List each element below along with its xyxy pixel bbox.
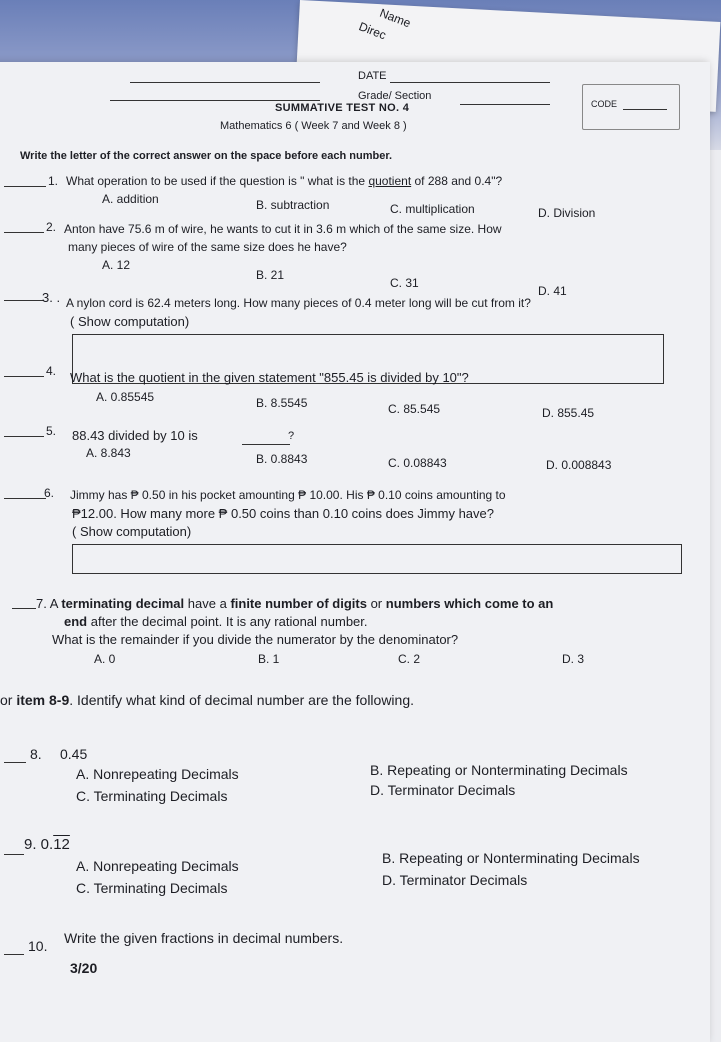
q1-choice-d: D. Division <box>538 206 596 220</box>
q1-choice-c: C. multiplication <box>390 202 475 216</box>
q8-choice-c: C. Terminating Decimals <box>76 788 228 804</box>
code-box <box>582 84 680 130</box>
q4-choice-c: C. 85.545 <box>388 402 441 416</box>
q6-number: 6. <box>44 486 55 500</box>
items-8-9-instruction: or item 8-9. Identify what kind of decimal number are the following. <box>0 692 415 708</box>
q4-choice-b: B. 8.5545 <box>256 396 308 410</box>
q1-number: 1. <box>48 174 59 188</box>
q2-number: 2. <box>46 220 57 234</box>
answer-blank-2[interactable] <box>4 232 44 233</box>
q6-computation-box[interactable] <box>72 544 682 574</box>
q10-number: 10. <box>28 938 48 954</box>
answer-blank-9[interactable] <box>4 854 24 855</box>
date-line <box>390 82 550 83</box>
q5-text: 88.43 divided by 10 is <box>72 428 198 443</box>
answer-blank-5[interactable] <box>4 436 44 437</box>
q9-choice-c: C. Terminating Decimals <box>76 880 228 896</box>
q5-choice-c: C. 0.08843 <box>388 456 447 470</box>
q8-value: 0.45 <box>60 746 88 762</box>
q3-line2: ( Show computation) <box>70 314 190 329</box>
test-title: SUMMATIVE TEST NO. 4 <box>275 102 410 114</box>
q7-choice-c: C. 2 <box>398 652 421 666</box>
answer-blank-1[interactable] <box>4 186 46 187</box>
q1-choice-a: A. addition <box>102 192 159 206</box>
q9-choice-b: B. Repeating or Nonterminating Decimals <box>382 850 640 866</box>
q2-choice-d: D. 41 <box>538 284 567 298</box>
answer-blank-8[interactable] <box>4 762 26 763</box>
q7-line1: 7. A terminating decimal have a finite number of digits or numbers which come to an <box>36 596 554 611</box>
q2-choice-b: B. 21 <box>256 268 285 282</box>
header-line-1 <box>130 82 320 83</box>
q8-choice-b: B. Repeating or Nonterminating Decimals <box>370 762 628 778</box>
q8-choice-a: A. Nonrepeating Decimals <box>76 766 239 782</box>
q7-choice-a: A. 0 <box>94 652 116 666</box>
grade-section-line <box>460 104 550 105</box>
q5-blank <box>242 444 290 445</box>
answer-blank-7[interactable] <box>12 608 36 609</box>
answer-blank-4[interactable] <box>4 376 44 377</box>
q2-choice-a: A. 12 <box>102 258 131 272</box>
q2-line1: Anton have 75.6 m of wire, he wants to cut it in 3.6 m which of the same size. How <box>64 222 502 236</box>
q5-number: 5. <box>46 424 57 438</box>
q3-line1: A nylon cord is 62.4 meters long. How many pieces of 0.4 meter long will be cut from it? <box>66 296 531 310</box>
code-label: CODE <box>591 99 618 109</box>
directions: Write the letter of the correct answer on the space before each number. <box>20 150 393 162</box>
q9-number: 9. 0.12 <box>24 836 70 853</box>
test-sheet <box>0 62 710 1042</box>
answer-blank-3[interactable] <box>4 300 44 301</box>
header-line-2 <box>110 100 320 101</box>
date-label: DATE <box>358 70 387 82</box>
q9-repeating-digits: 12 <box>53 836 70 853</box>
q1-text: What operation to be used if the question is " what is the quotient of 288 and 0.4"? <box>66 174 503 188</box>
subject-line: Mathematics 6 ( Week 7 and Week 8 ) <box>220 120 407 132</box>
q1-choice-b: B. subtraction <box>256 198 330 212</box>
grade-section-label: Grade/ Section <box>358 90 432 102</box>
q5-choice-b: B. 0.8843 <box>256 452 308 466</box>
q10-text: Write the given fractions in decimal numbers. <box>64 930 344 946</box>
q4-choice-a: A. 0.85545 <box>96 390 155 404</box>
q3-number: 3. . <box>42 290 61 305</box>
q7-choice-b: B. 1 <box>258 652 280 666</box>
q4-choice-d: D. 855.45 <box>542 406 595 420</box>
q5-choice-a: A. 8.843 <box>86 446 131 460</box>
q4-number: 4. <box>46 364 57 378</box>
q2-line2: many pieces of wire of the same size does he have? <box>68 240 347 254</box>
answer-blank-6[interactable] <box>4 498 46 499</box>
background-paper-text-direc: Direc <box>356 19 389 43</box>
q8-choice-d: D. Terminator Decimals <box>370 782 516 798</box>
q10-fraction: 3/20 <box>70 960 98 976</box>
q7-choice-d: D. 3 <box>562 652 585 666</box>
q8-number: 8. <box>30 746 42 762</box>
answer-blank-10[interactable] <box>4 954 24 955</box>
q9-choice-a: A. Nonrepeating Decimals <box>76 858 239 874</box>
q6-line1: Jimmy has ₱ 0.50 in his pocket amounting ₱ 10.00. His ₱ 0.10 coins amounting to <box>70 488 506 502</box>
q4-text: What is the quotient in the given statement "855.45 is divided by 10"? <box>70 370 469 385</box>
q5-blank-mark: ? <box>288 430 295 442</box>
q6-line3: ( Show computation) <box>72 524 192 539</box>
q7-line2: end after the decimal point. It is any rational number. <box>64 614 368 629</box>
background-paper-text-name: Name <box>377 5 413 31</box>
q9-choice-d: D. Terminator Decimals <box>382 872 528 888</box>
q6-line2: ₱12.00. How many more ₱ 0.50 coins than 0.10 coins does Jimmy have? <box>72 506 494 521</box>
q7-line3: What is the remainder if you divide the numerator by the denominator? <box>52 632 459 647</box>
q2-choice-c: C. 31 <box>390 276 419 290</box>
q5-choice-d: D. 0.008843 <box>546 458 612 472</box>
code-line <box>623 109 667 110</box>
